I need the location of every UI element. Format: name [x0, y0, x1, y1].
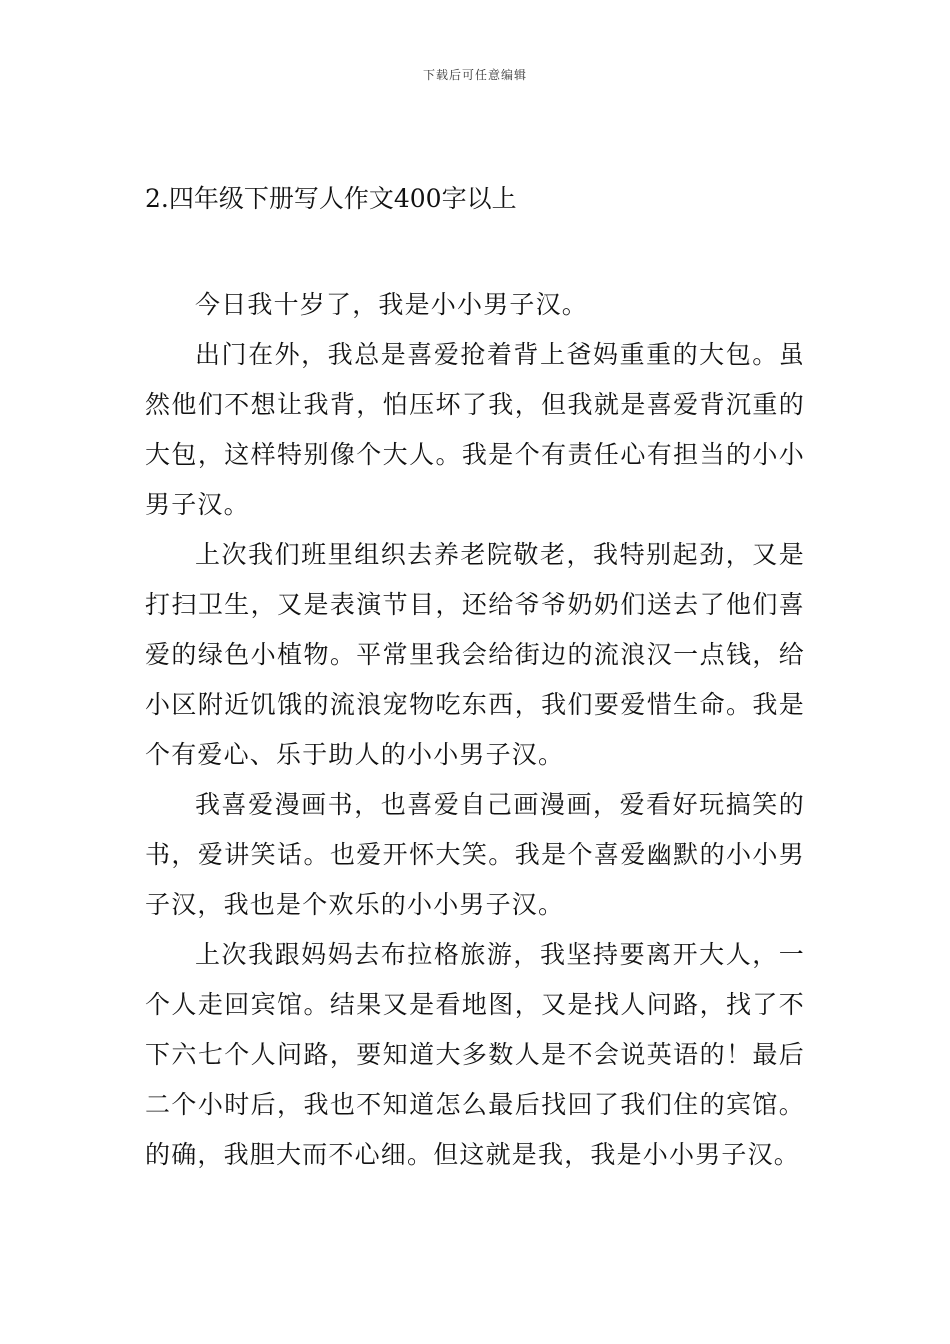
paragraph-kindness: 上次我们班里组织去养老院敬老，我特别起劲，又是打扫卫生，又是表演节目，还给爷爷奶奶们送去了他们喜爱的绿色小植物。平常里我会给街边的流浪汉一点钱，给小区附近饥饿的流浪宠物吃东西，我们要爱惜生命。我是个有爱心、乐于助人的小小男子汉。	[145, 540, 805, 769]
paragraph-intro: 今日我十岁了，我是小小男子汉。	[195, 290, 589, 319]
document-title: 2.四年级下册写人作文400字以上	[145, 184, 517, 213]
paragraph-travel: 上次我跟妈妈去布拉格旅游，我坚持要离开大人，一个人走回宾馆。结果又是看地图，又是找人问路，找了不下六七个人问路，要知道大多数人是不会说英语的！最后二个小时后，我也不知道怎么最后找回了我们住的宾馆。的确，我胆大而不心细。但这就是我，我是小小男子汉。	[145, 940, 805, 1169]
document-body	[145, 280, 805, 1180]
paragraph-responsibility: 出门在外，我总是喜爱抢着背上爸妈重重的大包。虽然他们不想让我背，怕压坏了我，但我就是喜爱背沉重的大包，这样特别像个大人。我是个有责任心有担当的小小男子汉。	[145, 340, 805, 519]
paragraph-humor: 我喜爱漫画书，也喜爱自己画漫画，爱看好玩搞笑的书，爱讲笑话。也爱开怀大笑。我是个喜爱幽默的小小男子汉，我也是个欢乐的小小男子汉。	[145, 790, 805, 919]
header-note: 下载后可任意编辑	[422, 68, 527, 82]
